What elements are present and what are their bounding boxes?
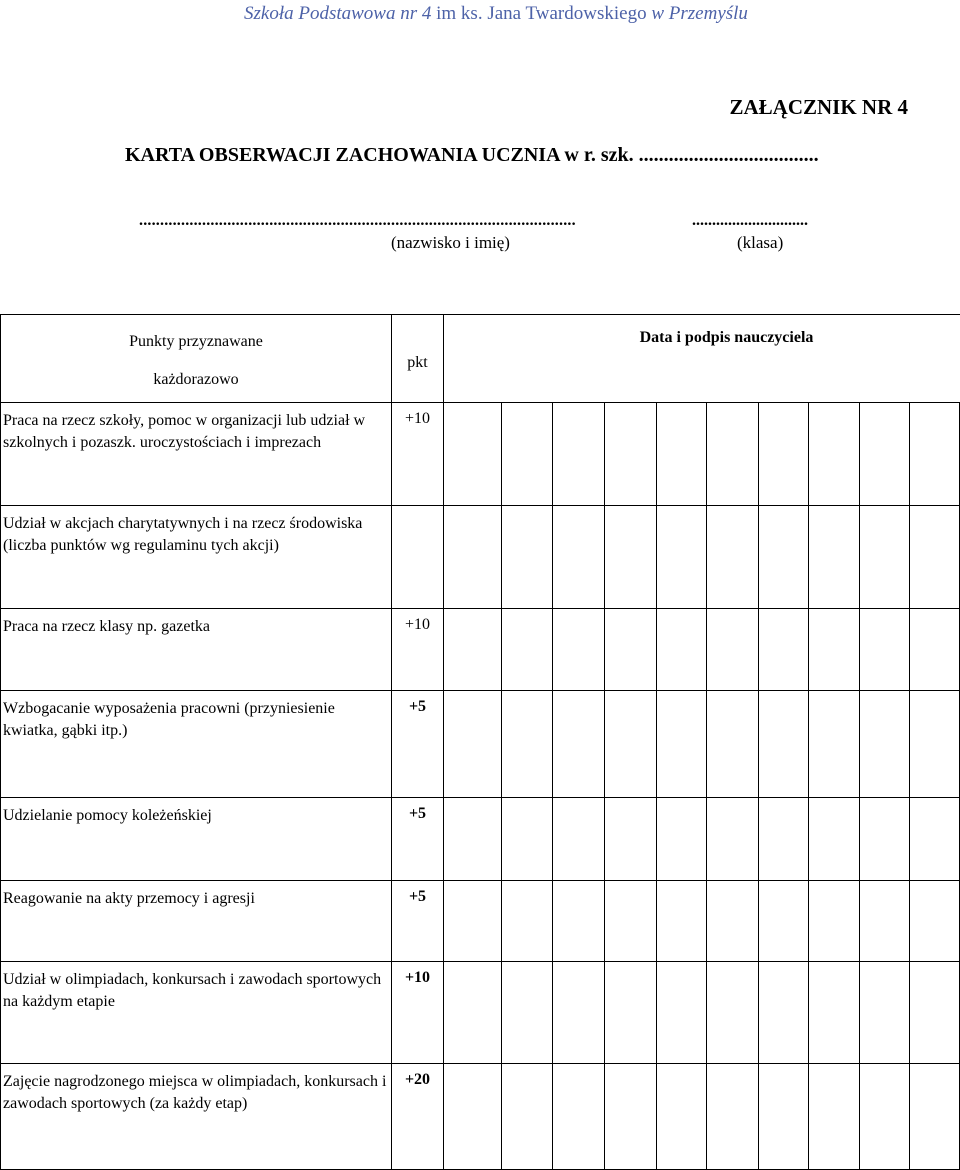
signature-cell[interactable] <box>657 881 707 962</box>
signature-cell[interactable] <box>502 691 553 798</box>
class-caption: (klasa) <box>737 233 784 252</box>
signature-cell[interactable] <box>860 506 910 609</box>
signature-cell[interactable] <box>553 609 605 691</box>
signature-cell[interactable] <box>502 881 553 962</box>
school-name-part: Szkoła Podstawowa nr 4 <box>244 3 432 24</box>
table-row <box>1 798 960 881</box>
signature-cell[interactable] <box>860 609 910 691</box>
signature-cell[interactable] <box>759 798 809 881</box>
signature-cell[interactable] <box>605 403 657 506</box>
signature-cell[interactable] <box>657 506 707 609</box>
school-header <box>244 3 748 25</box>
signature-cell[interactable] <box>502 962 553 1064</box>
criterion-cell: Udział w olimpiadach, konkursach i zawodach sportowych na każdym etapie <box>1 962 392 1064</box>
signature-cell[interactable] <box>605 691 657 798</box>
signature-cell[interactable] <box>657 962 707 1064</box>
signature-cell[interactable] <box>605 881 657 962</box>
criterion-cell: Udzielanie pomocy koleżeńskiej <box>1 798 392 881</box>
signature-cell[interactable] <box>759 691 809 798</box>
signature-cell[interactable] <box>444 881 502 962</box>
signature-cell[interactable] <box>759 506 809 609</box>
signature-cell[interactable] <box>657 691 707 798</box>
criterion-cell: Reagowanie na akty przemocy i agresji <box>1 881 392 962</box>
signature-cell[interactable] <box>605 609 657 691</box>
signature-cell[interactable] <box>553 506 605 609</box>
signature-cell[interactable] <box>444 962 502 1064</box>
signature-cell[interactable] <box>759 403 809 506</box>
signature-cell[interactable] <box>910 691 960 798</box>
signature-cell[interactable] <box>809 506 860 609</box>
signature-cell[interactable] <box>809 798 860 881</box>
class-field: ............................. <box>692 212 808 229</box>
school-city-part: w Przemyślu <box>651 3 748 24</box>
signature-cell[interactable] <box>809 609 860 691</box>
signature-cell[interactable] <box>809 403 860 506</box>
signature-cell[interactable] <box>910 881 960 962</box>
table-body <box>1 403 960 1170</box>
signature-cell[interactable] <box>910 506 960 609</box>
table-row <box>1 403 960 506</box>
signature-cell[interactable] <box>444 506 502 609</box>
signature-cell[interactable] <box>444 403 502 506</box>
signature-cell[interactable] <box>502 506 553 609</box>
header-points-cell <box>1 315 392 403</box>
criterion-cell: Wzbogacanie wyposażenia pracowni (przyniesienie kwiatka, gąbki itp.) <box>1 691 392 798</box>
signature-cell[interactable] <box>809 691 860 798</box>
observation-table <box>0 314 960 1170</box>
signature-cell[interactable] <box>444 691 502 798</box>
signature-cell[interactable] <box>910 403 960 506</box>
signature-cell[interactable] <box>553 798 605 881</box>
signature-cell[interactable] <box>553 881 605 962</box>
student-name-caption: (nazwisko i imię) <box>391 233 510 252</box>
student-name-field: ........................................................................................................ <box>139 212 576 229</box>
signature-cell[interactable] <box>910 798 960 881</box>
points-cell: +10 <box>392 609 444 691</box>
signature-cell[interactable] <box>707 403 759 506</box>
signature-cell[interactable] <box>605 962 657 1064</box>
signature-cell[interactable] <box>809 881 860 962</box>
signature-cell[interactable] <box>860 881 910 962</box>
points-cell <box>392 506 444 609</box>
signature-cell[interactable] <box>759 609 809 691</box>
signature-cell[interactable] <box>502 609 553 691</box>
signature-cell[interactable] <box>759 962 809 1064</box>
table-row <box>1 881 960 962</box>
signature-cell[interactable] <box>657 1064 707 1170</box>
header-points-line2: każdorazowo <box>153 371 239 388</box>
table-row <box>1 962 960 1064</box>
signature-cell[interactable] <box>759 881 809 962</box>
signature-cell[interactable] <box>657 798 707 881</box>
criterion-cell: Praca na rzecz szkoły, pomoc w organizacji lub udział w szkolnych i pozaszk. uroczystościach i imprezach <box>1 403 392 506</box>
table-row <box>1 506 960 609</box>
signature-cell[interactable] <box>553 1064 605 1170</box>
points-cell: +5 <box>392 798 444 881</box>
table-row <box>1 609 960 691</box>
table-row <box>1 691 960 798</box>
school-patron-part: im ks. Jana Twardowskiego <box>431 3 652 24</box>
header-sign-cell: Data i podpis nauczyciela <box>444 315 960 403</box>
signature-cell[interactable] <box>605 506 657 609</box>
signature-cell[interactable] <box>605 1064 657 1170</box>
signature-cell[interactable] <box>809 962 860 1064</box>
signature-cell[interactable] <box>707 881 759 962</box>
signature-cell[interactable] <box>657 609 707 691</box>
signature-cell[interactable] <box>502 798 553 881</box>
signature-cell[interactable] <box>860 1064 910 1170</box>
header-points-line1: Punkty przyznawane <box>129 333 263 350</box>
signature-cell[interactable] <box>707 691 759 798</box>
points-cell: +10 <box>392 962 444 1064</box>
signature-cell[interactable] <box>553 403 605 506</box>
signature-cell[interactable] <box>444 609 502 691</box>
signature-cell[interactable] <box>502 1064 553 1170</box>
signature-cell[interactable] <box>444 798 502 881</box>
table-row <box>1 1064 960 1170</box>
criterion-cell: Zajęcie nagrodzonego miejsca w olimpiadach, konkursach i zawodach sportowych (za każdy etap) <box>1 1064 392 1170</box>
criterion-cell: Praca na rzecz klasy np. gazetka <box>1 609 392 691</box>
points-cell: +10 <box>392 403 444 506</box>
document-title: KARTA OBSERWACJI ZACHOWANIA UCZNIA w r. szk. .................................... <box>125 144 819 166</box>
signature-cell[interactable] <box>444 1064 502 1170</box>
signature-cell[interactable] <box>707 1064 759 1170</box>
signature-cell[interactable] <box>759 1064 809 1170</box>
signature-cell[interactable] <box>707 609 759 691</box>
criterion-cell: Udział w akcjach charytatywnych i na rzecz środowiska (liczba punktów wg regulaminu tych akcji) <box>1 506 392 609</box>
signature-cell[interactable] <box>860 962 910 1064</box>
signature-cell[interactable] <box>657 403 707 506</box>
signature-cell[interactable] <box>860 691 910 798</box>
signature-cell[interactable] <box>809 1064 860 1170</box>
signature-cell[interactable] <box>502 403 553 506</box>
points-cell: +20 <box>392 1064 444 1170</box>
signature-cell[interactable] <box>910 962 960 1064</box>
signature-cell[interactable] <box>707 962 759 1064</box>
signature-cell[interactable] <box>707 506 759 609</box>
signature-cell[interactable] <box>910 1064 960 1170</box>
signature-cell[interactable] <box>553 962 605 1064</box>
signature-cell[interactable] <box>860 798 910 881</box>
signature-cell[interactable] <box>860 403 910 506</box>
points-cell: +5 <box>392 881 444 962</box>
signature-cell[interactable] <box>910 609 960 691</box>
annex-number: ZAŁĄCZNIK NR 4 <box>729 95 908 119</box>
signature-cell[interactable] <box>553 691 605 798</box>
points-cell: +5 <box>392 691 444 798</box>
signature-cell[interactable] <box>605 798 657 881</box>
header-pkt-cell: pkt <box>392 315 444 403</box>
table-header-row <box>1 315 960 403</box>
signature-cell[interactable] <box>707 798 759 881</box>
